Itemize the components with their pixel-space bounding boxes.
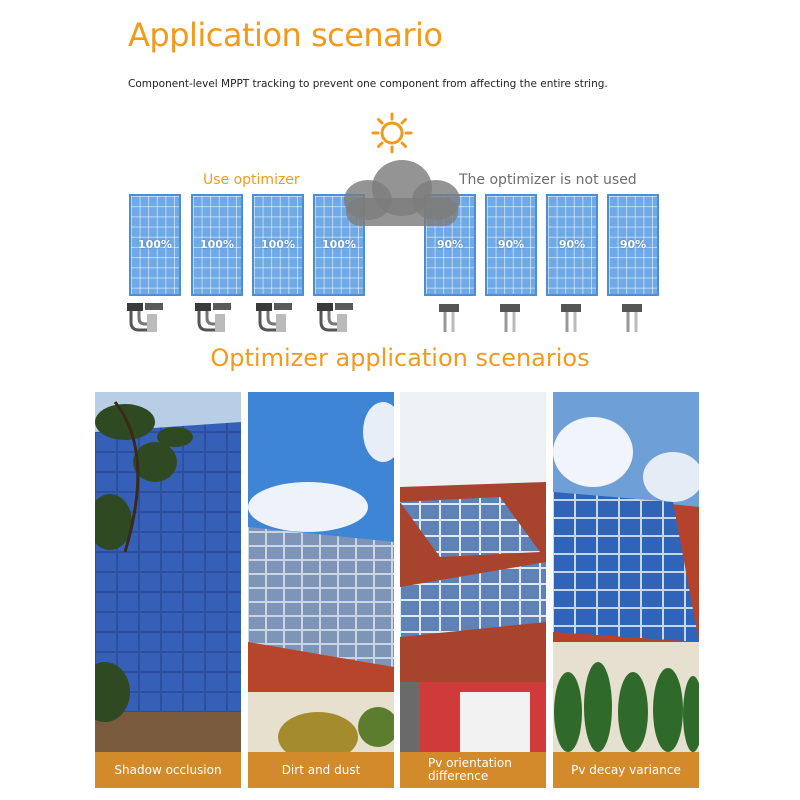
panel-output: 100% — [322, 238, 356, 251]
optimizer-device-icon — [254, 300, 304, 340]
solar-panel — [485, 194, 537, 296]
cloud-icon — [332, 150, 472, 232]
scenario-photo-decay — [553, 392, 699, 788]
junction-box-icon — [608, 300, 658, 340]
scenario-photo-orientation — [400, 392, 546, 788]
scenario-photo-dirt — [248, 392, 394, 788]
scenario-photo-shadow — [95, 392, 241, 788]
page-title: Application scenario — [128, 16, 443, 54]
scenario-caption: Pv orientation difference — [400, 752, 546, 788]
panel-output: 90% — [436, 238, 464, 251]
panel-output: 90% — [558, 238, 586, 251]
solar-panel — [546, 194, 598, 296]
scenario-caption: Shadow occlusion — [95, 752, 241, 788]
solar-panel — [607, 194, 659, 296]
panel-output: 100% — [138, 238, 172, 251]
optimizer-device-icon — [315, 300, 365, 340]
section-title: Optimizer application scenarios — [210, 344, 590, 372]
panel-output: 90% — [497, 238, 525, 251]
page-subtitle: Component-level MPPT tracking to prevent one component from affecting the entire string. — [128, 78, 608, 90]
panel-output: 100% — [261, 238, 295, 251]
solar-panel — [129, 194, 181, 296]
junction-box-icon — [547, 300, 597, 340]
sun-icon — [371, 112, 413, 154]
scenario-caption: Dirt and dust — [248, 752, 394, 788]
panel-output: 90% — [619, 238, 647, 251]
junction-box-icon — [425, 300, 475, 340]
solar-panel — [191, 194, 243, 296]
panel-output: 100% — [200, 238, 234, 251]
label-no-optimizer: The optimizer is not used — [459, 172, 637, 188]
optimizer-device-icon — [193, 300, 243, 340]
junction-box-icon — [486, 300, 536, 340]
solar-panel — [252, 194, 304, 296]
scenario-caption: Pv decay variance — [553, 752, 699, 788]
optimizer-device-icon — [125, 300, 175, 340]
label-use-optimizer: Use optimizer — [203, 172, 300, 188]
